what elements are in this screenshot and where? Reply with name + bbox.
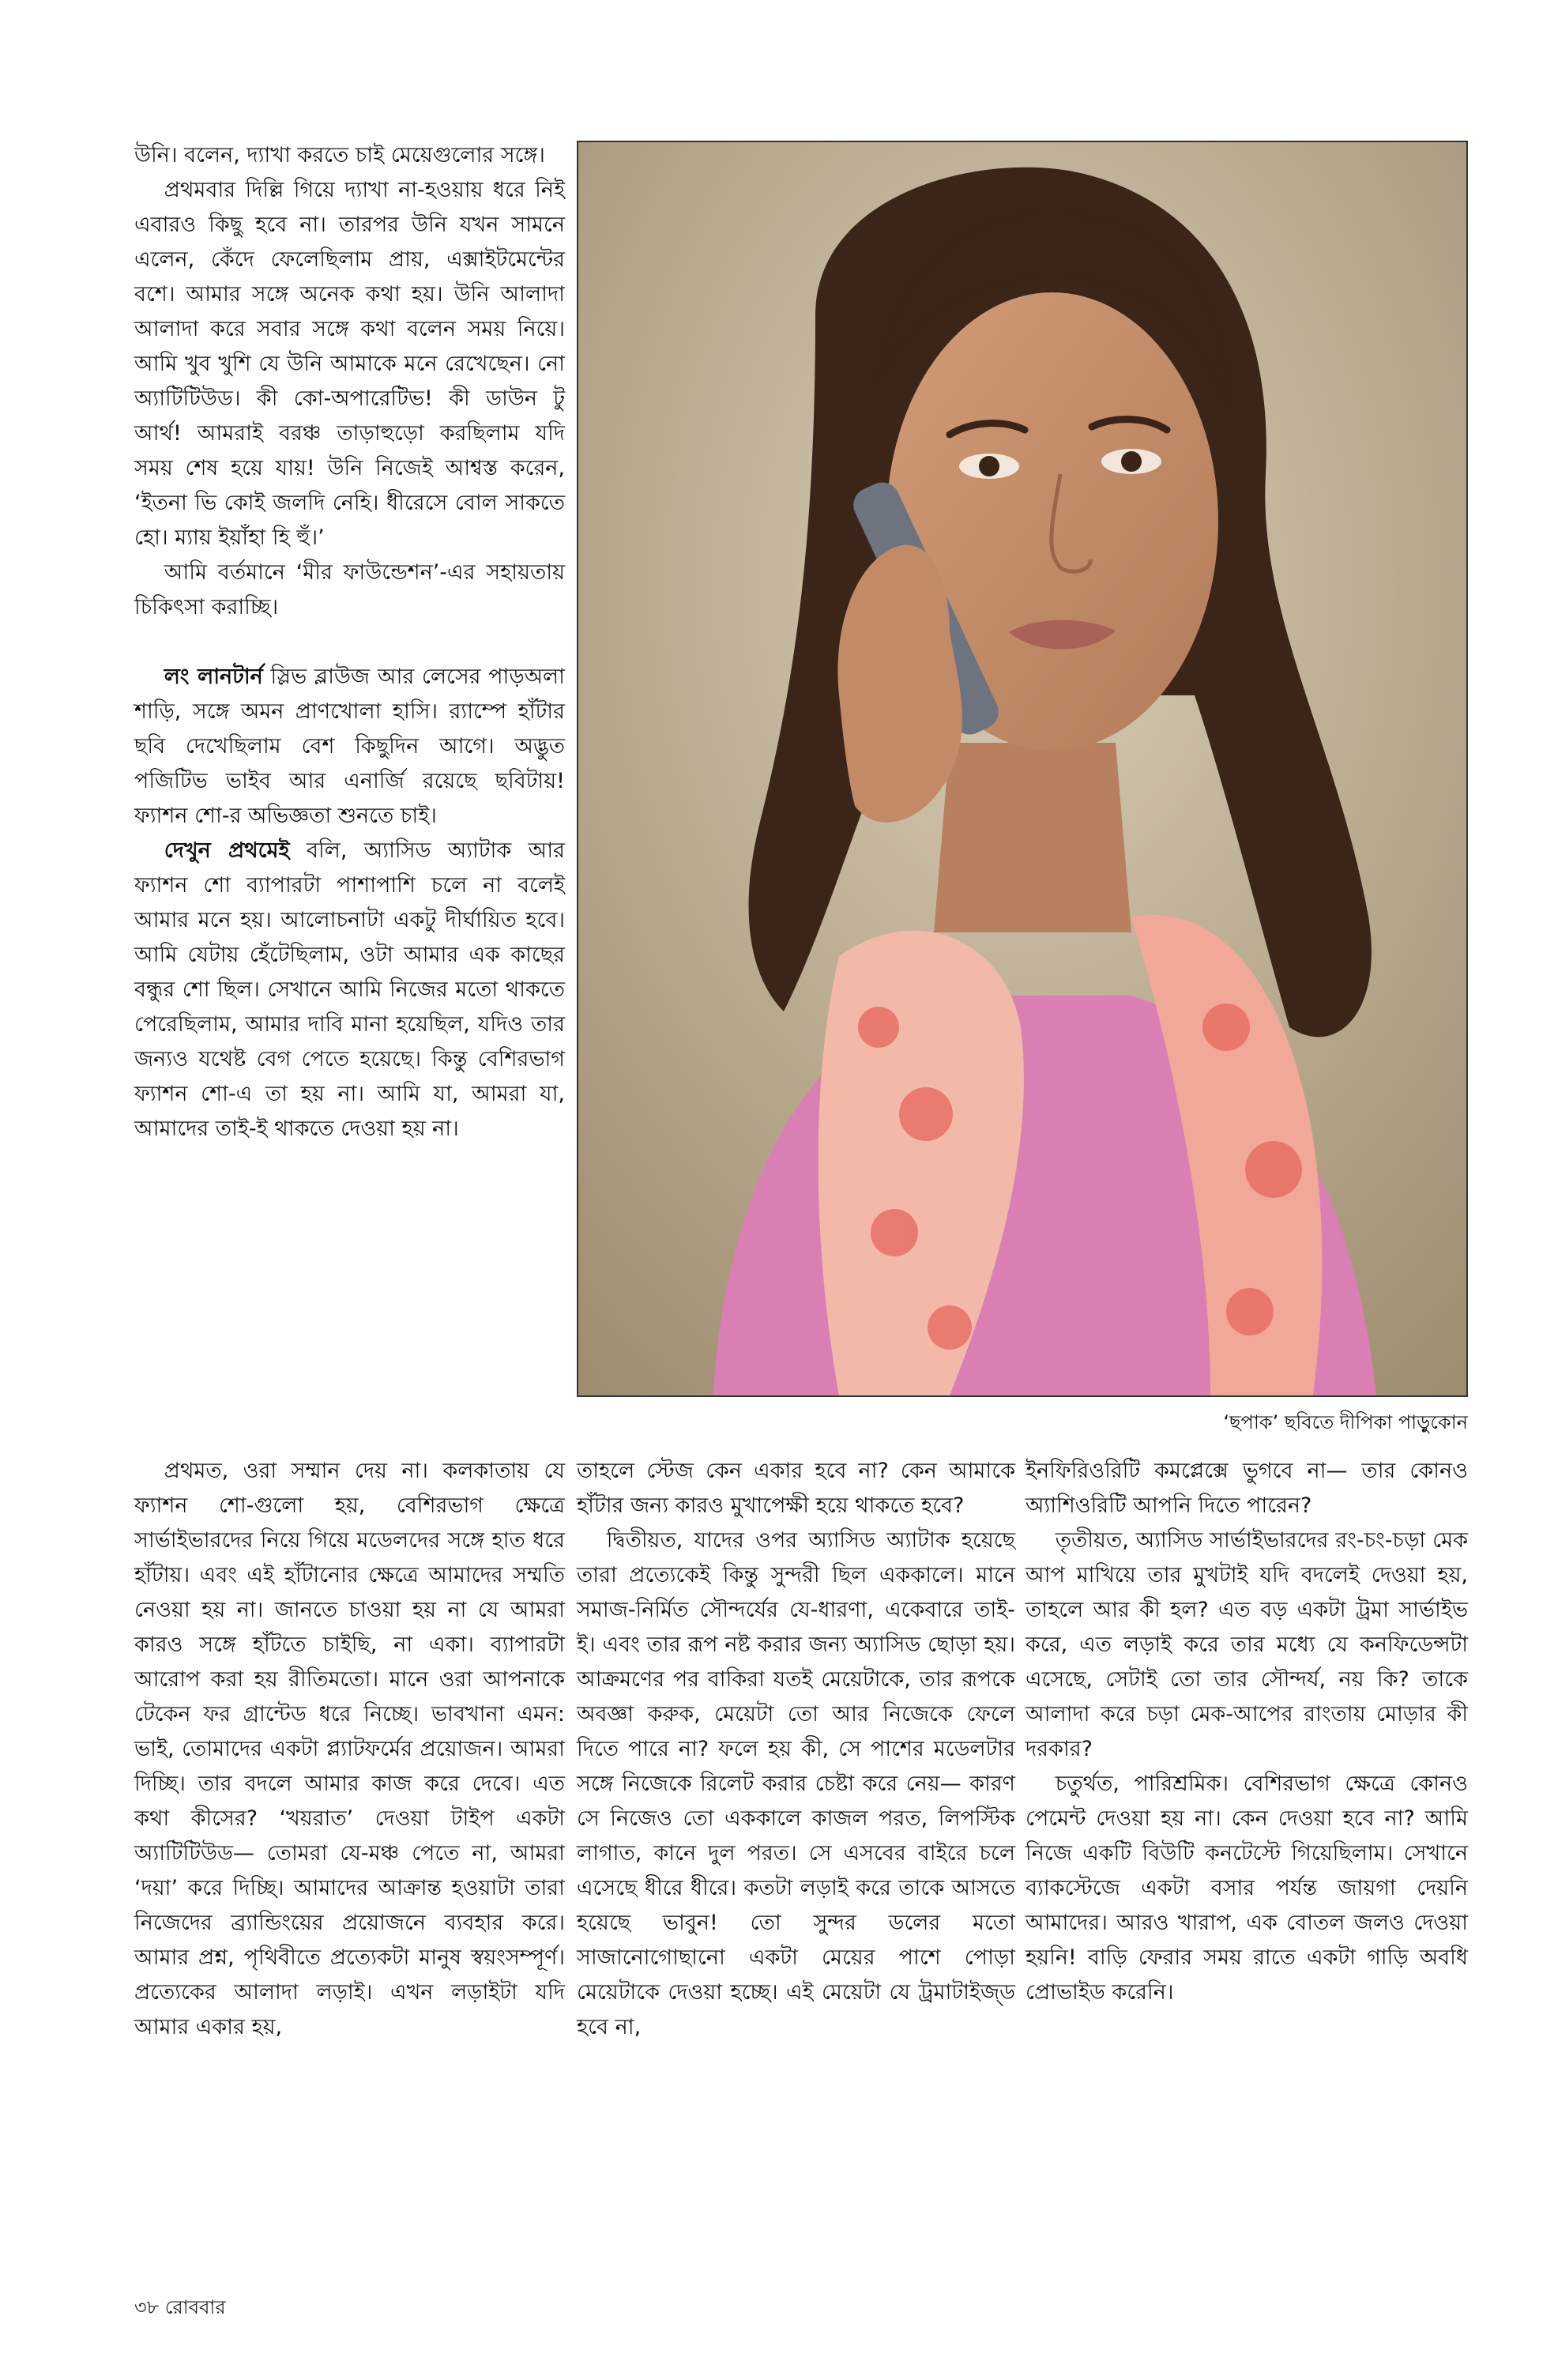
article-column-2 [134, 1454, 565, 2045]
answer-text: বলি, অ্যাসিড অ্যাটাক আর ফ্যাশন শো ব্যাপারটা পাশাপাশি চলে না বলেই আমার মনে হয়। আলোচনাটা একটু দীর্ঘায়িত হবে। আমি যেটায় হেঁটেছিলাম, ওটা আমার এক কাছের বন্ধুর শো ছিল। সেখানে আমি নিজের মতো থাকতে পেরেছিলাম, আমার দাবি মানা হয়েছিল, যদিও তার জন্যও যথেষ্ট বেগ পেতে হয়েছে। কিন্তু বেশিরভাগ ফ্যাশন শো-এ তা হয় না। আমি যা, আমরা যা, আমাদের তাই-ই থাকতে দেওয়া হয় না। [134, 838, 566, 1141]
hand [837, 545, 962, 823]
question-lead: লং লানটার্ন [164, 665, 263, 689]
paragraph: আমি বর্তমানে ‘মীর ফাউন্ডেশন’-এর সহায়তায় চিকিৎসা করাচ্ছি। [134, 560, 565, 619]
article-photo [577, 141, 1468, 1397]
answer-paragraph [134, 834, 565, 1147]
paragraph: ইনফিরিওরিটি কমপ্লেক্সে ভুগবে না— তার কোনও অ্যাশিওরিটি আপনি দিতে পারেন? [1025, 1459, 1468, 1518]
paragraph: দ্বিতীয়ত, যাদের ওপর অ্যাসিড অ্যাটাক হয়েছে তারা প্রত্যেকেই কিন্তু সুন্দরী ছিল এককালে। মানে সমাজ-নির্মিত সৌন্দর্যের যে-ধারণা, একেবারে তাই-ই। এবং তার রূপ নষ্ট করার জন্য অ্যাসিড ছোড়া হয়। আক্রমণের পর বাকিরা যতই মেয়েটাকে, তার রূপকে অবজ্ঞা করুক, মেয়েটা তো আর নিজেকে ফেলে দিতে পারে না? ফলে হয় কী, সে পাশের মডেলটার সঙ্গে নিজেকে রিলেট করার চেষ্টা করে নেয়— কারণ সে নিজেও তো এককালে কাজল পরত, লিপস্টিক লাগাত, কানে দুল পরত। সে এসবের বাইরে চলে এসেছে ধীরে ধীরে। কতটা লড়াই করে তাকে আসতে হয়েছে ভাবুন! তো সুন্দর ডলের মতো সাজানোগোছানো একটা মেয়ের পাশে পোড়া মেয়েটাকে দেওয়া হচ্ছে। এই মেয়েটা যে ট্রমাটাইজ্‌ড হবে না, [577, 1528, 1015, 2039]
paragraph: প্রথমবার দিল্লি গিয়ে দ্যাখা না-হওয়ায় ধরে নিই এবারও কিছু হবে না। তারপর উনি যখন সামনে এলেন, কেঁদে ফেলেছিলাম প্রায়, এক্সাইটমেন্টের বশে। আমার সঙ্গে অনেক কথা হয়। উনি আলাদা আলাদা করে সবার সঙ্গে কথা বলেন সময় নিয়ে। আমি খুব খুশি যে উনি আমাকে মনে রেখেছেন। নো অ্যাটিটিউড। কী কো-অপারেটিভ! কী ডাউন টু আর্থ! আমরাই বরঞ্চ তাড়াহুড়ো করছিলাম যদি সময় শেষ হয়ে যায়! উনি নিজেই আশ্বস্ত করেন, ‘ইতনা ভি কোই জলদি নেহি। ধীরেসে বোল সাকতে হো। ম্যায় ইয়াঁহা হি হুঁ।’ [134, 178, 565, 550]
question-paragraph [134, 660, 565, 834]
paragraph: চতুর্থত, পারিশ্রমিক। বেশিরভাগ ক্ষেত্রে কোনও পেমেন্ট দেওয়া হয় না। কেন দেওয়া হবে না? আমি নিজে একটি বিউটি কনটেস্টে গিয়েছিলাম। সেখানে ব্যাকস্টেজে একটা বসার পর্যন্ত জায়গা দেয়নি আমাদের। আরও খারাপ, এক বোতল জলও দেওয়া হয়নি! বাড়ি ফেরার সময় রাতে একটা গাড়ি অবধি প্রোভাইড করেনি। [1025, 1772, 1468, 2005]
article-column-4 [1025, 1454, 1468, 2010]
answer-lead: দেখুন প্রথমেই [164, 838, 290, 863]
article-column-1 [134, 138, 565, 1147]
neck [934, 743, 1131, 932]
photo-caption: ‘ছপাক’ ছবিতে দীপিকা পাড়ুকোন [1223, 1411, 1468, 1433]
question-text: স্লিভ ব্লাউজ আর লেসের পাড়অলা শাড়ি, সঙ্গে অমন প্রাণখোলা হাসি। র‌্যাম্পে হাঁটার ছবি দেখেছিলাম বেশ কিছুদিন আগে। অদ্ভুত পজিটিভ ভাইব আর এনার্জি রয়েছে ছবিটায়! ফ্যাশন শো-র অভিজ্ঞতা শুনতে চাই। [134, 665, 565, 828]
paragraph: প্রথমত, ওরা সম্মান দেয় না। কলকাতায় যে ফ্যাশন শো-গুলো হয়, বেশিরভাগ ক্ষেত্রে সার্ভাইভারদের নিয়ে গিয়ে মডেলদের সঙ্গে হাত ধরে হাঁটায়। এবং এই হাঁটানোর ক্ষেত্রে আমাদের সম্মতি নেওয়া হয় না। জানতে চাওয়া হয় না যে আমরা কারও সঙ্গে হাঁটতে চাইছি, না একা। ব্যাপারটা আরোপ করা হয় রীতিমতো। মানে ওরা আপনাকে টেকেন ফর গ্রান্টেড ধরে নিচ্ছে। ভাবখানা এমন: ভাই, তোমাদের একটা প্ল্যাটফর্মের প্রয়োজন। আমরা দিচ্ছি। তার বদলে আমার কাজ করে দেবে। এত কথা কীসের? ‘খয়রাত’ দেওয়া টাইপ একটা অ্যাটিটিউড— তোমরা যে-মঞ্চ পেতে না, আমরা ‘দয়া’ করে দিচ্ছি। আমাদের আক্রান্ত হওয়াটা তারা নিজেদের ব্র্যান্ডিংয়ের প্রয়োজনে ব্যবহার করে। আমার প্রশ্ন, পৃথিবীতে প্রত্যেকটা মানুষ স্বয়ংসম্পূর্ণ। প্রত্যেকের আলাদা লড়াই। এখন লড়াইটা যদি আমার একার হয়, [134, 1459, 565, 2039]
paragraph: উনি। বলেন, দ্যাখা করতে চাই মেয়েগুলোর সঙ্গে। [134, 143, 545, 168]
paragraph: তৃতীয়ত, অ্যাসিড সার্ভাইভারদের রং-চং-চড়া মেক আপ মাখিয়ে তার মুখটাই যদি বদলেই দেওয়া হয়, তাহলে আর কী হল? এত বড় একটা ট্রমা সার্ভাইভ করে, এত লড়াই করে তার মধ্যে যে কনফিডেন্সটা এসেছে, সেটাই তো তার সৌন্দর্য, নয় কি? তাকে আলাদা করে চড়া মেক-আপের রাংতায় মোড়ার কী দরকার? [1025, 1528, 1468, 1761]
page-folio: ৩৮ রোববার [134, 2296, 226, 2318]
paragraph: তাহলে স্টেজ কেন একার হবে না? কেন আমাকে হাঁটার জন্য কারও মুখাপেক্ষী হয়ে থাকতে হবে? [577, 1459, 1015, 1518]
article-column-3 [577, 1454, 1015, 2045]
portrait-illustration [578, 142, 1466, 1395]
